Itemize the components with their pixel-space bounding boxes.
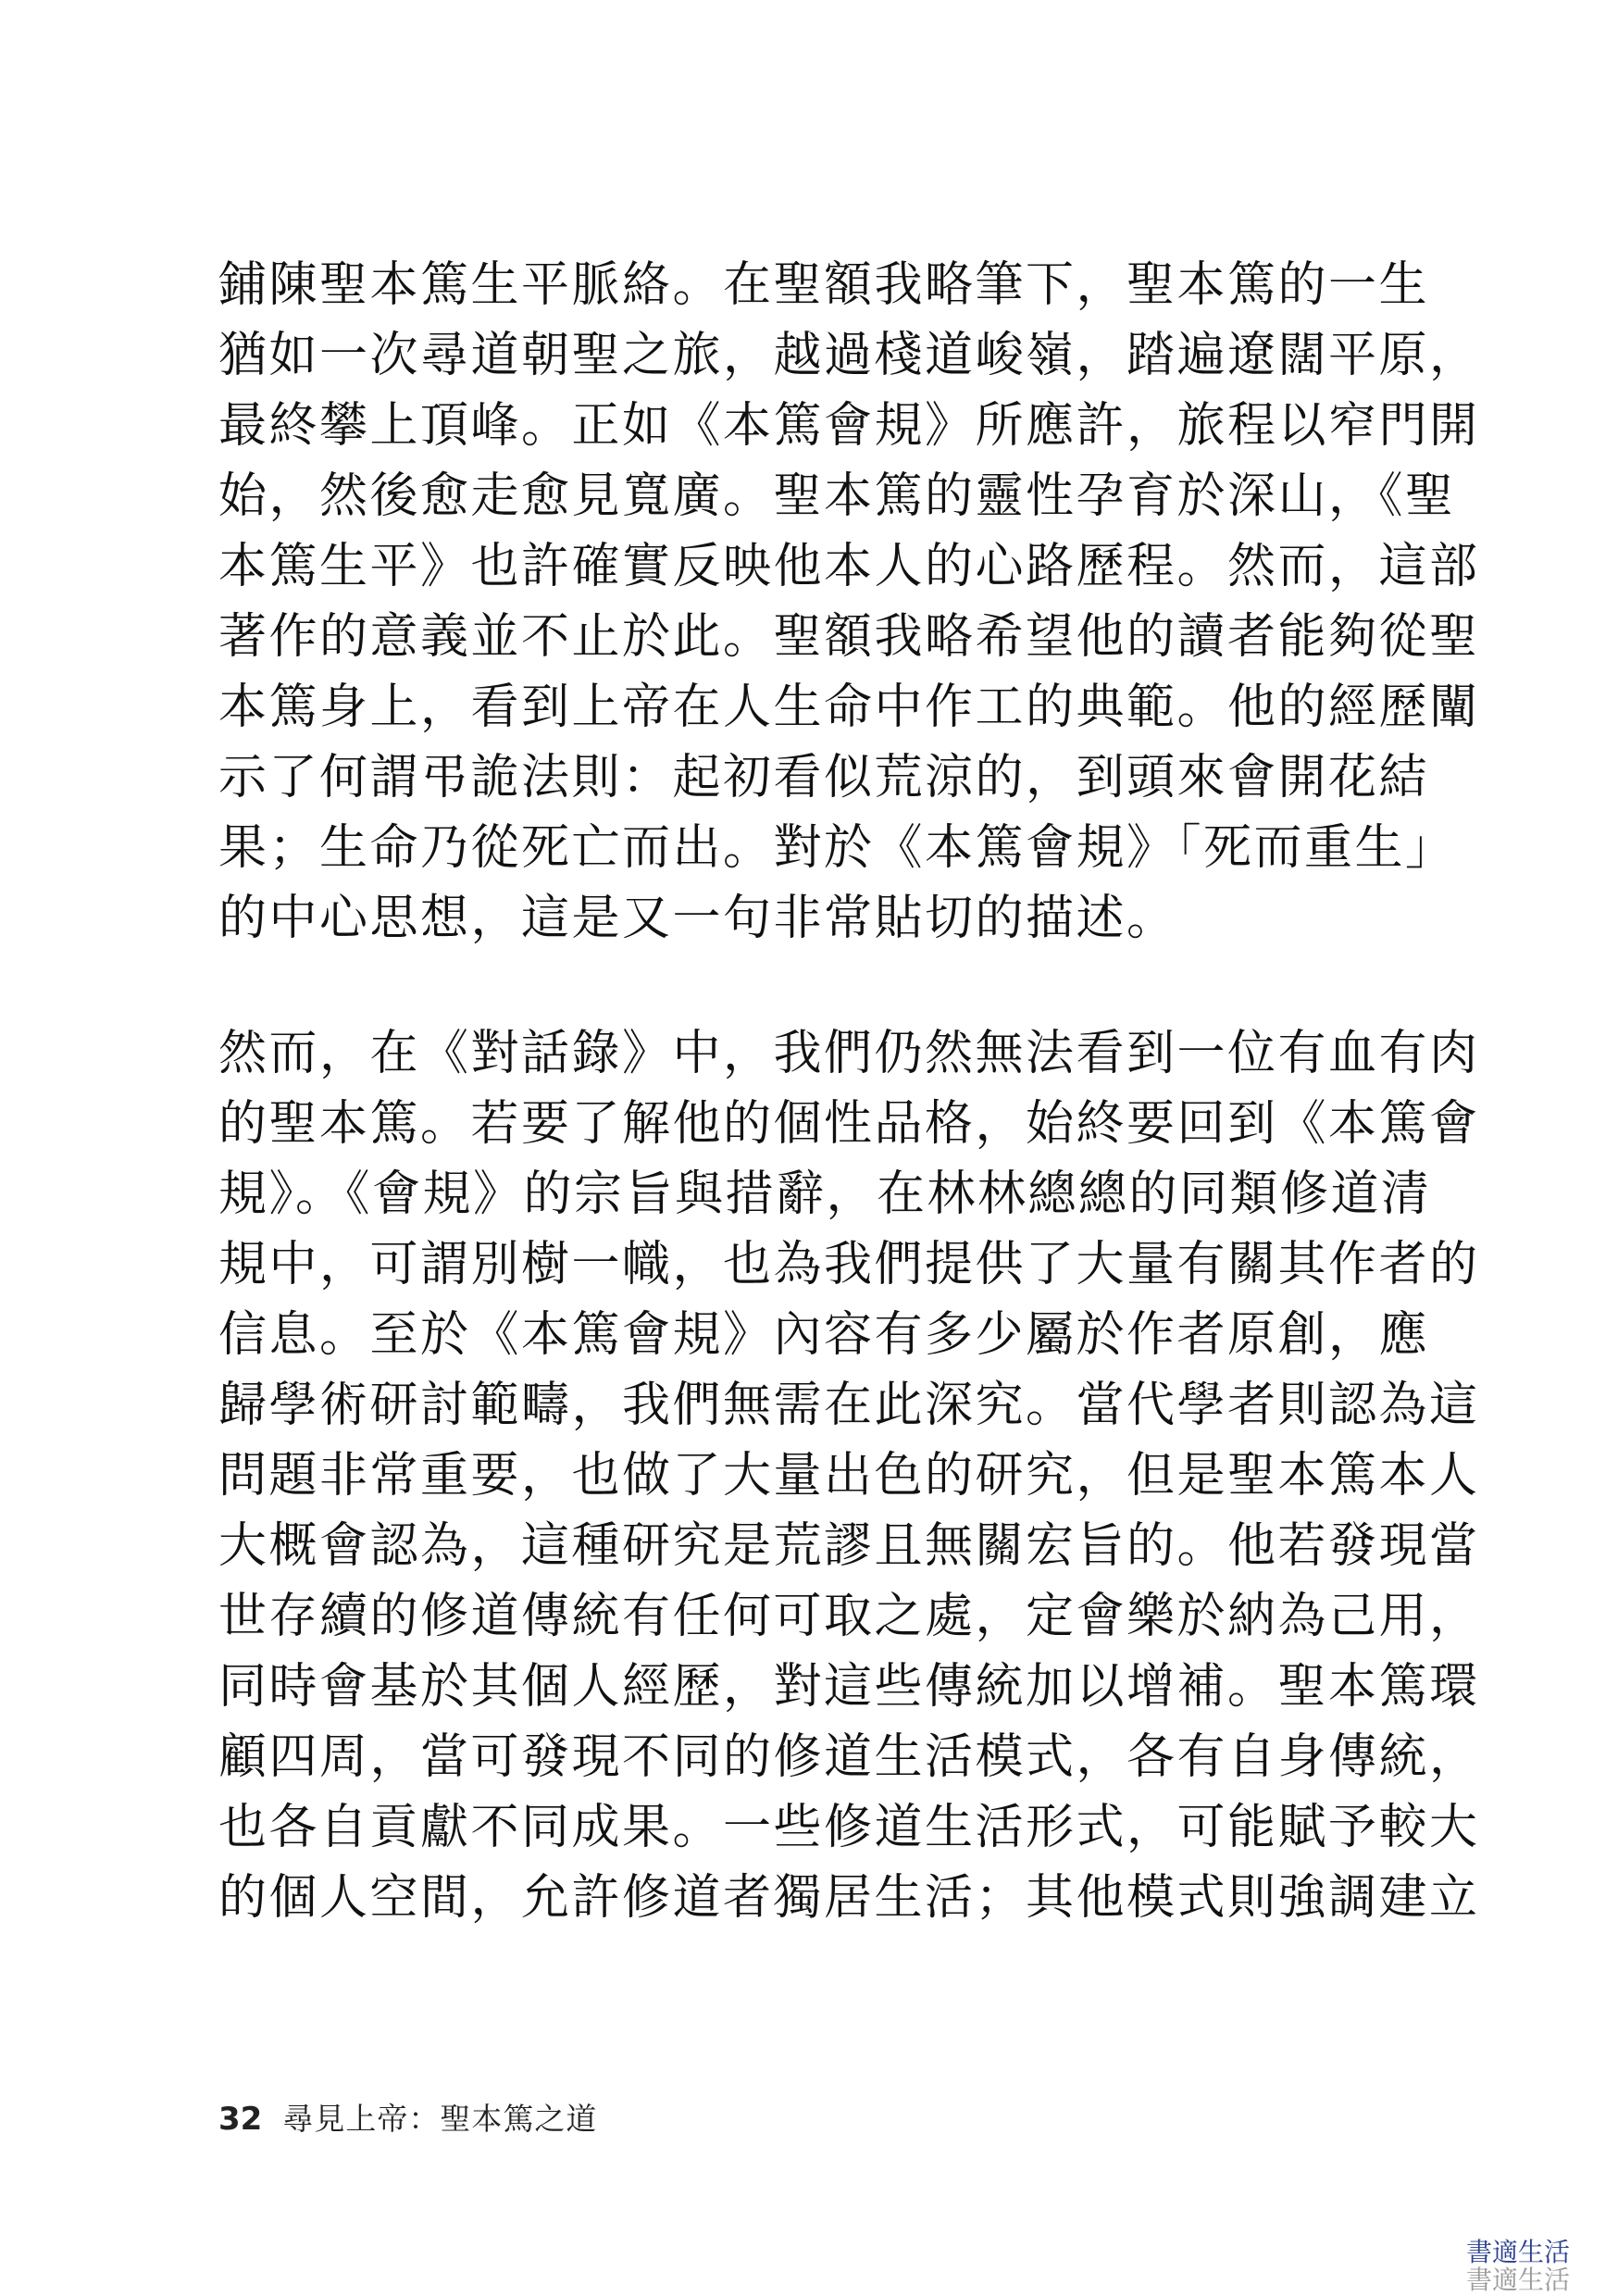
text-line: 然而，在《對話錄》中，我們仍然無法看到一位有血有肉 [218, 1026, 1480, 1081]
paragraph-1 [218, 250, 1480, 954]
text-line: 歸學術研討範疇，我們無需在此深究。當代學者則認為這 [218, 1378, 1480, 1433]
text-line: 的個人空間，允許修道者獨居生活；其他模式則強調建立 [218, 1870, 1480, 1926]
text-line: 示了何謂弔詭法則：起初看似荒涼的，到頭來會開花結 [218, 750, 1430, 805]
text-line: 同時會基於其個人經歷，對這些傳統加以增補。聖本篤環 [218, 1659, 1480, 1715]
text-line: 也各自貢獻不同成果。一些修道生活形式，可能賦予較大 [218, 1800, 1480, 1855]
text-line: 本篤身上，看到上帝在人生命中作工的典範。他的經歷闡 [218, 680, 1480, 735]
paragraph-2 [218, 1018, 1480, 1933]
text-line: 規》。《會規》的宗旨與措辭，在林林總總的同類修道清 [218, 1167, 1432, 1222]
page-footer [218, 2095, 597, 2141]
text-line: 果；生命乃從死亡而出。對於《本篤會規》「死而重生」 [218, 820, 1456, 876]
publisher-watermark [1466, 2239, 1570, 2294]
text-line: 最終攀上頂峰。正如《本篤會規》所應許，旅程以窄門開 [218, 398, 1480, 454]
text-line: 世存續的修道傳統有任何可取之處，定會樂於納為己用， [218, 1589, 1480, 1644]
text-line: 著作的意義並不止於此。聖額我略希望他的讀者能夠從聖 [218, 609, 1480, 665]
text-line: 猶如一次尋道朝聖之旅，越過棧道峻嶺，踏遍遼闊平原， [218, 328, 1480, 383]
text-line: 規中，可謂別樹一幟，也為我們提供了大量有關其作者的 [218, 1237, 1480, 1292]
text-line: 鋪陳聖本篤生平脈絡。在聖額我略筆下，聖本篤的一生 [218, 257, 1430, 313]
text-line: 的聖本篤。若要了解他的個性品格，始終要回到《本篤會 [218, 1096, 1480, 1152]
text-line: 的中心思想，這是又一句非常貼切的描述。 [218, 891, 1177, 946]
text-line: 問題非常重要，也做了大量出色的研究，但是聖本篤本人 [218, 1448, 1480, 1504]
running-title: 尋見上帝：聖本篤之道 [282, 2101, 598, 2137]
text-line: 顧四周，當可發現不同的修道生活模式，各有自身傳統， [218, 1729, 1480, 1785]
watermark-line-secondary: 書適生活 [1465, 2265, 1570, 2295]
text-line: 大概會認為，這種研究是荒謬且無關宏旨的。他若發現當 [218, 1518, 1480, 1574]
page-number: 32 [218, 2101, 263, 2138]
watermark-line-primary: 書適生活 [1465, 2237, 1570, 2267]
text-line: 信息。至於《本篤會規》內容有多少屬於作者原創，應 [218, 1307, 1430, 1363]
text-line: 始，然後愈走愈見寬廣。聖本篤的靈性孕育於深山，《聖 [218, 468, 1456, 524]
text-line: 本篤生平》也許確實反映他本人的心路歷程。然而，這部 [218, 539, 1480, 594]
